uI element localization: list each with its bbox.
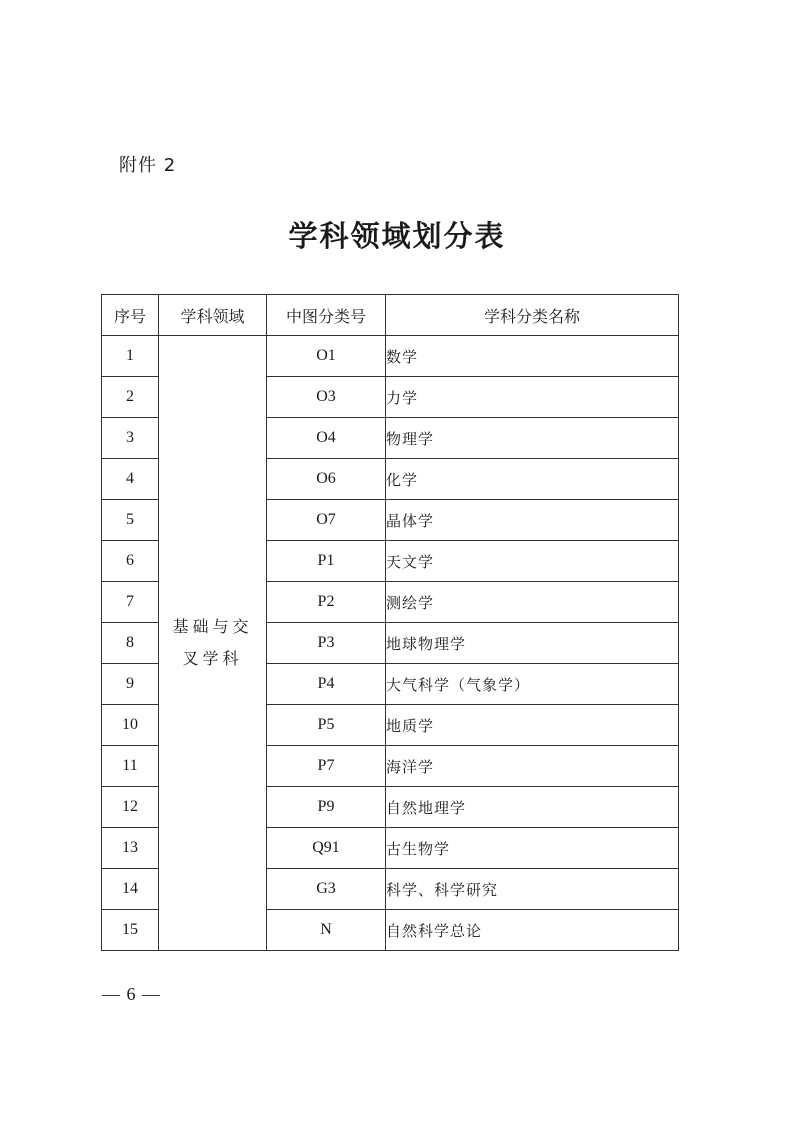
row-subject-name: 天文学	[386, 541, 679, 582]
row-serial-number: 11	[102, 746, 159, 787]
row-serial-number: 3	[102, 418, 159, 459]
row-serial-number: 15	[102, 910, 159, 951]
row-clc-code: P7	[267, 746, 386, 787]
row-clc-code: O6	[267, 459, 386, 500]
attachment-label: 附件 2	[119, 155, 177, 176]
row-serial-number: 4	[102, 459, 159, 500]
row-clc-code: P1	[267, 541, 386, 582]
header-serial-number: 序号	[102, 295, 159, 336]
row-clc-code: Q91	[267, 828, 386, 869]
page-number: — 6 —	[102, 984, 161, 1004]
row-subject-name: 大气科学（气象学）	[386, 664, 679, 705]
row-serial-number: 6	[102, 541, 159, 582]
row-serial-number: 7	[102, 582, 159, 623]
row-serial-number: 5	[102, 500, 159, 541]
row-clc-code: O7	[267, 500, 386, 541]
row-subject-name: 科学、科学研究	[386, 869, 679, 910]
subject-field-label: 基础与交叉学科	[172, 617, 253, 668]
row-serial-number: 9	[102, 664, 159, 705]
row-clc-code: P2	[267, 582, 386, 623]
row-subject-name: 晶体学	[386, 500, 679, 541]
row-subject-name: 地球物理学	[386, 623, 679, 664]
row-clc-code: P5	[267, 705, 386, 746]
header-subject-name: 学科分类名称	[386, 295, 679, 336]
table-header-row	[102, 295, 679, 336]
table-body	[102, 336, 679, 951]
row-serial-number: 13	[102, 828, 159, 869]
row-serial-number: 8	[102, 623, 159, 664]
row-subject-name: 物理学	[386, 418, 679, 459]
row-subject-name: 力学	[386, 377, 679, 418]
row-clc-code: G3	[267, 869, 386, 910]
table-row	[102, 336, 679, 377]
row-subject-name: 古生物学	[386, 828, 679, 869]
row-clc-code: O1	[267, 336, 386, 377]
row-serial-number: 2	[102, 377, 159, 418]
subject-field-cell	[159, 336, 267, 951]
row-subject-name: 化学	[386, 459, 679, 500]
row-serial-number: 12	[102, 787, 159, 828]
row-clc-code: P4	[267, 664, 386, 705]
row-serial-number: 1	[102, 336, 159, 377]
row-clc-code: P9	[267, 787, 386, 828]
row-subject-name: 自然地理学	[386, 787, 679, 828]
row-clc-code: O4	[267, 418, 386, 459]
subject-field-table	[101, 294, 679, 951]
row-subject-name: 地质学	[386, 705, 679, 746]
row-subject-name: 海洋学	[386, 746, 679, 787]
page-title: 学科领域划分表	[288, 219, 506, 253]
row-clc-code: O3	[267, 377, 386, 418]
row-clc-code: N	[267, 910, 386, 951]
row-serial-number: 10	[102, 705, 159, 746]
header-subject-field: 学科领域	[159, 295, 267, 336]
row-serial-number: 14	[102, 869, 159, 910]
row-subject-name: 测绘学	[386, 582, 679, 623]
header-clc-code: 中图分类号	[267, 295, 386, 336]
row-clc-code: P3	[267, 623, 386, 664]
row-subject-name: 自然科学总论	[386, 910, 679, 951]
row-subject-name: 数学	[386, 336, 679, 377]
